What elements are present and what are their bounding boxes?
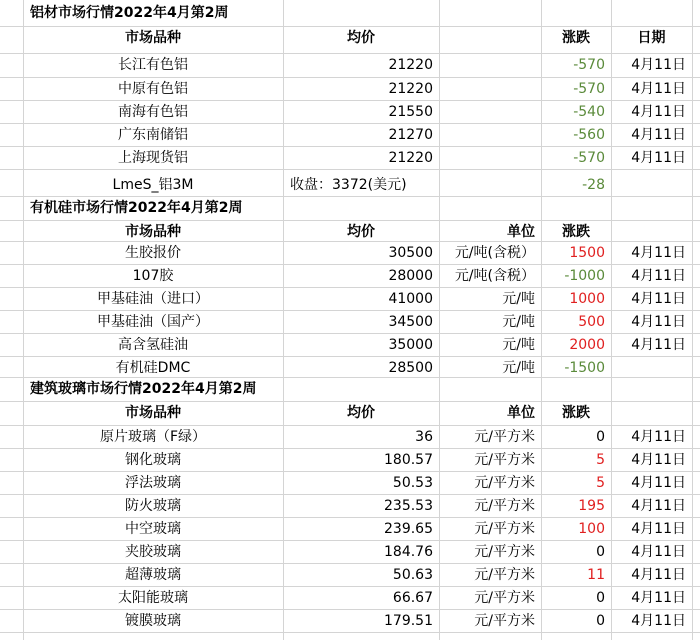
product-name[interactable]: 107胶 [132, 268, 174, 284]
unit-cell[interactable]: 元/平方米 [474, 590, 535, 606]
table-row [0, 610, 700, 633]
header-name[interactable]: 市场品种 [125, 405, 181, 421]
change-cell[interactable]: 1500 [569, 245, 605, 261]
table-row [0, 265, 700, 288]
change-cell[interactable]: -570 [573, 57, 605, 73]
change-cell[interactable]: -1000 [564, 268, 605, 284]
lme-close-price[interactable]: 收盘：3372(美元) [290, 177, 407, 193]
table-row [0, 242, 700, 265]
price-cell[interactable]: 180.57 [384, 452, 433, 468]
unit-cell[interactable]: 元/平方米 [474, 544, 535, 560]
product-name[interactable]: 广东南储铝 [118, 127, 188, 143]
aluminum-section-title: 铝材市场行情2022年4月第2周 [30, 5, 229, 21]
table-row [0, 101, 700, 124]
product-name[interactable]: 高含氢硅油 [118, 337, 188, 353]
table-row [0, 564, 700, 587]
header-change[interactable]: 涨跌 [562, 224, 590, 240]
date-cell[interactable]: 4月11日 [631, 475, 686, 491]
header-unit[interactable]: 单位 [507, 405, 535, 421]
price-cell[interactable]: 30500 [388, 245, 433, 261]
date-cell[interactable]: 4月11日 [631, 268, 686, 284]
product-name[interactable]: 长江有色铝 [118, 57, 188, 73]
product-name[interactable]: 钢化玻璃 [125, 452, 181, 468]
table-row [0, 124, 700, 147]
change-cell[interactable]: 1000 [569, 291, 605, 307]
change-cell[interactable]: 195 [578, 498, 605, 514]
header-date[interactable]: 日期 [637, 30, 666, 46]
product-name[interactable]: 夹胶玻璃 [125, 544, 181, 560]
product-name[interactable]: 生胶报价 [125, 245, 181, 261]
product-name[interactable]: 镀膜玻璃 [125, 613, 181, 629]
date-cell[interactable]: 4月11日 [631, 127, 686, 143]
date-cell[interactable]: 4月11日 [631, 498, 686, 514]
change-cell[interactable]: -540 [573, 104, 605, 120]
price-cell[interactable]: 50.63 [392, 567, 433, 583]
aluminum-header-row [0, 27, 700, 50]
date-cell[interactable]: 4月11日 [631, 291, 686, 307]
change-cell[interactable]: -560 [573, 127, 605, 143]
product-name[interactable]: 南海有色铝 [118, 104, 188, 120]
date-cell[interactable]: 4月11日 [631, 245, 686, 261]
unit-cell[interactable]: 元/吨(含税） [454, 245, 535, 261]
table-row [0, 78, 700, 101]
price-cell[interactable]: 179.51 [384, 613, 433, 629]
silicone-header-row [0, 221, 700, 244]
unit-cell[interactable]: 元/吨 [502, 314, 535, 330]
header-name[interactable]: 市场品种 [125, 30, 181, 46]
unit-cell[interactable]: 元/平方米 [474, 498, 535, 514]
change-cell[interactable]: -570 [573, 150, 605, 166]
table-row [0, 147, 700, 170]
price-cell[interactable]: 21550 [388, 104, 433, 120]
table-row [0, 541, 700, 564]
header-price[interactable]: 均价 [347, 30, 375, 46]
header-change[interactable]: 涨跌 [562, 405, 590, 421]
header-change[interactable]: 涨跌 [562, 30, 590, 46]
glass-header-row [0, 402, 700, 425]
aluminum-title-row [0, 2, 700, 25]
table-row [0, 587, 700, 610]
table-row [0, 334, 700, 357]
date-cell[interactable]: 4月11日 [631, 590, 686, 606]
date-cell[interactable]: 4月11日 [631, 567, 686, 583]
header-price[interactable]: 均价 [347, 405, 375, 421]
product-name[interactable]: 防火玻璃 [125, 498, 181, 514]
date-cell[interactable]: 4月11日 [631, 57, 686, 73]
product-name[interactable]: 太阳能玻璃 [118, 590, 188, 606]
date-cell[interactable]: 4月11日 [631, 104, 686, 120]
price-cell[interactable]: 21220 [388, 150, 433, 166]
product-name[interactable]: 甲基硅油（进口） [97, 291, 209, 307]
change-cell[interactable]: 0 [596, 613, 605, 629]
change-cell[interactable]: 11 [587, 567, 605, 583]
product-name[interactable]: 中原有色铝 [118, 81, 188, 97]
lme-row [0, 174, 700, 197]
price-cell[interactable]: 28000 [388, 268, 433, 284]
table-row [0, 311, 700, 334]
price-cell[interactable]: 36 [415, 429, 433, 445]
table-row [0, 426, 700, 449]
date-cell[interactable]: 4月11日 [631, 613, 686, 629]
product-name[interactable]: 甲基硅油（国产） [97, 314, 209, 330]
date-cell[interactable]: 4月11日 [631, 452, 686, 468]
unit-cell[interactable]: 元/平方米 [474, 521, 535, 537]
lme-change[interactable]: -28 [582, 177, 605, 193]
unit-cell[interactable]: 元/平方米 [474, 429, 535, 445]
change-cell[interactable]: 0 [596, 544, 605, 560]
unit-cell[interactable]: 元/平方米 [474, 567, 535, 583]
date-cell[interactable]: 4月11日 [631, 337, 686, 353]
price-cell[interactable]: 21270 [388, 127, 433, 143]
price-cell[interactable]: 50.53 [392, 475, 433, 491]
date-cell[interactable]: 4月11日 [631, 314, 686, 330]
unit-cell[interactable]: 元/平方米 [474, 613, 535, 629]
unit-cell[interactable]: 元/平方米 [474, 475, 535, 491]
product-name[interactable]: 超薄玻璃 [125, 567, 181, 583]
table-row [0, 288, 700, 311]
product-name[interactable]: 中空玻璃 [125, 521, 181, 537]
lme-name[interactable]: LmeS_铝3M [112, 177, 194, 193]
change-cell[interactable]: -570 [573, 81, 605, 97]
change-cell[interactable]: 500 [578, 314, 605, 330]
change-cell[interactable]: 100 [578, 521, 605, 537]
header-price[interactable]: 均价 [347, 224, 375, 240]
silicone-section-title: 有机硅市场行情2022年4月第2周 [30, 200, 243, 216]
table-row [0, 518, 700, 541]
price-cell[interactable]: 28500 [388, 360, 433, 376]
unit-cell[interactable]: 元/吨(含税） [454, 268, 535, 284]
glass-title-row [0, 378, 700, 401]
header-unit[interactable]: 单位 [507, 224, 535, 240]
change-cell[interactable]: 5 [596, 475, 605, 491]
unit-cell[interactable]: 元/平方米 [474, 452, 535, 468]
change-cell[interactable]: -1500 [564, 360, 605, 376]
product-name[interactable]: 上海现货铝 [118, 150, 188, 166]
price-cell[interactable]: 184.76 [384, 544, 433, 560]
date-cell[interactable] [611, 357, 692, 380]
unit-cell[interactable]: 元/吨 [502, 337, 535, 353]
table-row [0, 449, 700, 472]
date-cell[interactable]: 4月11日 [631, 521, 686, 537]
glass-section-title: 建筑玻璃市场行情2022年4月第2周 [30, 381, 257, 397]
price-cell[interactable]: 35000 [388, 337, 433, 353]
price-cell[interactable]: 235.53 [384, 498, 433, 514]
date-cell[interactable]: 4月11日 [631, 81, 686, 97]
date-cell[interactable]: 4月11日 [631, 544, 686, 560]
change-cell[interactable]: 0 [596, 590, 605, 606]
table-row [0, 357, 700, 380]
date-cell[interactable]: 4月11日 [631, 429, 686, 445]
table-row [0, 472, 700, 495]
product-name[interactable]: 浮法玻璃 [125, 475, 181, 491]
price-cell[interactable]: 239.65 [384, 521, 433, 537]
unit-cell[interactable]: 元/吨 [502, 360, 535, 376]
silicone-title-row [0, 197, 700, 220]
price-cell[interactable]: 34500 [388, 314, 433, 330]
table-row [0, 495, 700, 518]
price-cell[interactable]: 21220 [388, 81, 433, 97]
unit-cell[interactable]: 元/吨 [502, 291, 535, 307]
price-cell[interactable]: 21220 [388, 57, 433, 73]
product-name[interactable]: 原片玻璃（F绿） [99, 429, 207, 445]
change-cell[interactable]: 2000 [569, 337, 605, 353]
date-cell[interactable]: 4月11日 [631, 150, 686, 166]
change-cell[interactable]: 5 [596, 452, 605, 468]
change-cell[interactable]: 0 [596, 429, 605, 445]
table-row [0, 54, 700, 77]
product-name[interactable]: 有机硅DMC [115, 360, 191, 376]
price-cell[interactable]: 66.67 [392, 590, 433, 606]
price-cell[interactable]: 41000 [388, 291, 433, 307]
header-name[interactable]: 市场品种 [125, 224, 181, 240]
